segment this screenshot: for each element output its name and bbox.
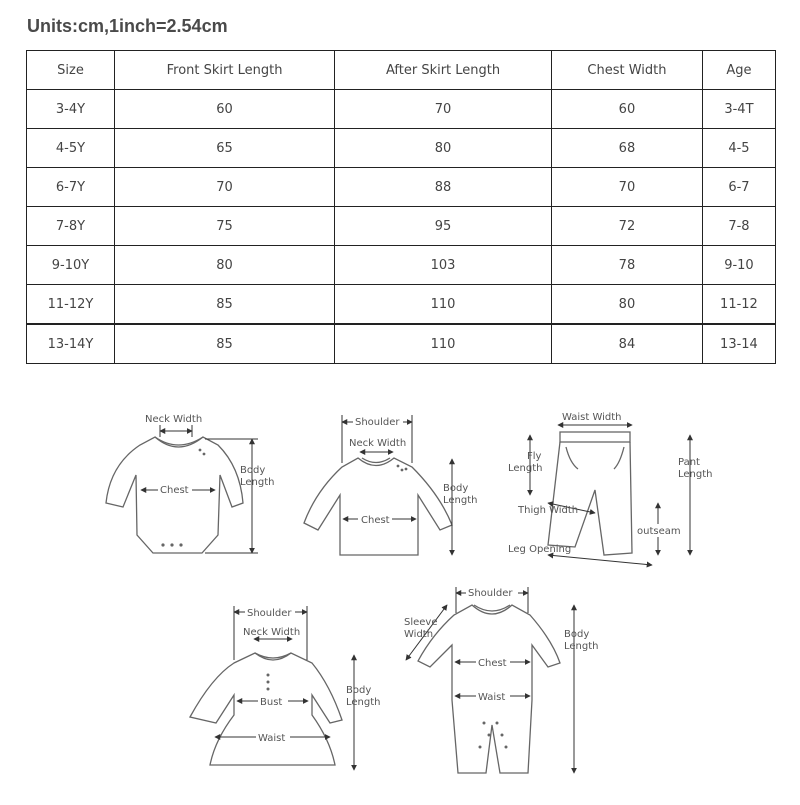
- table-cell: 3-4T: [702, 90, 775, 129]
- table-row: [27, 90, 776, 129]
- romper-chest-label: Chest: [478, 658, 507, 669]
- table-cell: 6-7: [702, 168, 775, 207]
- measurement-diagrams: [0, 395, 800, 800]
- table-cell: 85: [115, 285, 335, 325]
- table-cell: 60: [115, 90, 335, 129]
- header-after-skirt-length: After Skirt Length: [335, 51, 552, 90]
- table-cell: 72: [552, 207, 703, 246]
- bodysuit-diagram: [106, 414, 275, 553]
- shirt-chest-label: Chest: [361, 515, 390, 526]
- dress-length-label: Length: [346, 697, 381, 708]
- table-cell: 70: [335, 90, 552, 129]
- table-cell: 7-8Y: [27, 207, 115, 246]
- table-cell: 6-7Y: [27, 168, 115, 207]
- table-cell: 80: [552, 285, 703, 325]
- bodysuit-chest-label: Chest: [160, 485, 189, 496]
- dress-bust-label: Bust: [260, 697, 283, 708]
- table-cell: 95: [335, 207, 552, 246]
- table-cell: 110: [335, 324, 552, 364]
- table-cell: 110: [335, 285, 552, 325]
- romper-shoulder-label: Shoulder: [468, 588, 513, 599]
- table-row: [27, 324, 776, 364]
- table-row: [27, 168, 776, 207]
- pants-thigh-width-label: Thigh Width: [518, 505, 579, 516]
- pants-pant-length-label: Length: [678, 469, 713, 480]
- units-note: Units:cm,1inch=2.54cm: [27, 16, 228, 36]
- table-cell: 68: [552, 129, 703, 168]
- bodysuit-body-label: Body: [240, 465, 266, 476]
- table-cell: 4-5Y: [27, 129, 115, 168]
- dress-body-label: Body: [346, 685, 372, 696]
- table-row: [27, 246, 776, 285]
- table-cell: 80: [115, 246, 335, 285]
- table-cell: 11-12Y: [27, 285, 115, 325]
- dress-neck-width-label: Neck Width: [243, 627, 301, 638]
- pants-fly-length-label: Length: [508, 463, 543, 474]
- shirt-length-label: Length: [443, 495, 478, 506]
- romper-sleeve-label: Sleeve: [404, 617, 438, 628]
- table-cell: 75: [115, 207, 335, 246]
- bodysuit-length-label: Length: [240, 477, 275, 488]
- dress-shoulder-label: Shoulder: [247, 608, 292, 619]
- table-row: [27, 207, 776, 246]
- shirt-neck-width-label: Neck Width: [349, 438, 407, 449]
- table-cell: 13-14Y: [27, 324, 115, 364]
- table-cell: 3-4Y: [27, 90, 115, 129]
- romper-width-label: Width: [404, 629, 434, 640]
- table-cell: 11-12: [702, 285, 775, 325]
- table-cell: 80: [335, 129, 552, 168]
- romper-body-label: Body: [564, 629, 590, 640]
- table-cell: 78: [552, 246, 703, 285]
- romper-diagram: [404, 586, 599, 773]
- header-age: Age: [702, 51, 775, 90]
- table-row: [27, 129, 776, 168]
- table-cell: 4-5: [702, 129, 775, 168]
- table-cell: 70: [115, 168, 335, 207]
- table-cell: 70: [552, 168, 703, 207]
- table-cell: 60: [552, 90, 703, 129]
- pants-leg-opening-label: Leg Opening: [508, 544, 572, 555]
- romper-waist-label: Waist: [478, 692, 506, 703]
- table-cell: 9-10: [702, 246, 775, 285]
- pants-pant-label: Pant: [678, 457, 700, 468]
- header-chest-width: Chest Width: [552, 51, 703, 90]
- header-size: Size: [27, 51, 115, 90]
- table-header-row: [27, 51, 776, 90]
- table-cell: 88: [335, 168, 552, 207]
- pants-fly-label: Fly: [527, 451, 542, 462]
- pants-waist-width-label: Waist Width: [562, 412, 622, 423]
- pants-outseam-label: outseam: [637, 526, 681, 537]
- romper-length-label: Length: [564, 641, 599, 652]
- table-row: [27, 285, 776, 325]
- dress-diagram: [190, 605, 381, 770]
- table-cell: 13-14: [702, 324, 775, 364]
- table-cell: 7-8: [702, 207, 775, 246]
- table-cell: 84: [552, 324, 703, 364]
- header-front-skirt-length: Front Skirt Length: [115, 51, 335, 90]
- shirt-diagram: [304, 414, 478, 555]
- dress-waist-label: Waist: [258, 733, 286, 744]
- shirt-shoulder-label: Shoulder: [355, 417, 400, 428]
- bodysuit-neck-width-label: Neck Width: [145, 414, 203, 425]
- size-chart-table: [26, 50, 776, 364]
- table-cell: 103: [335, 246, 552, 285]
- table-cell: 85: [115, 324, 335, 364]
- table-cell: 65: [115, 129, 335, 168]
- table-cell: 9-10Y: [27, 246, 115, 285]
- pants-diagram: [508, 412, 713, 565]
- shirt-body-label: Body: [443, 483, 469, 494]
